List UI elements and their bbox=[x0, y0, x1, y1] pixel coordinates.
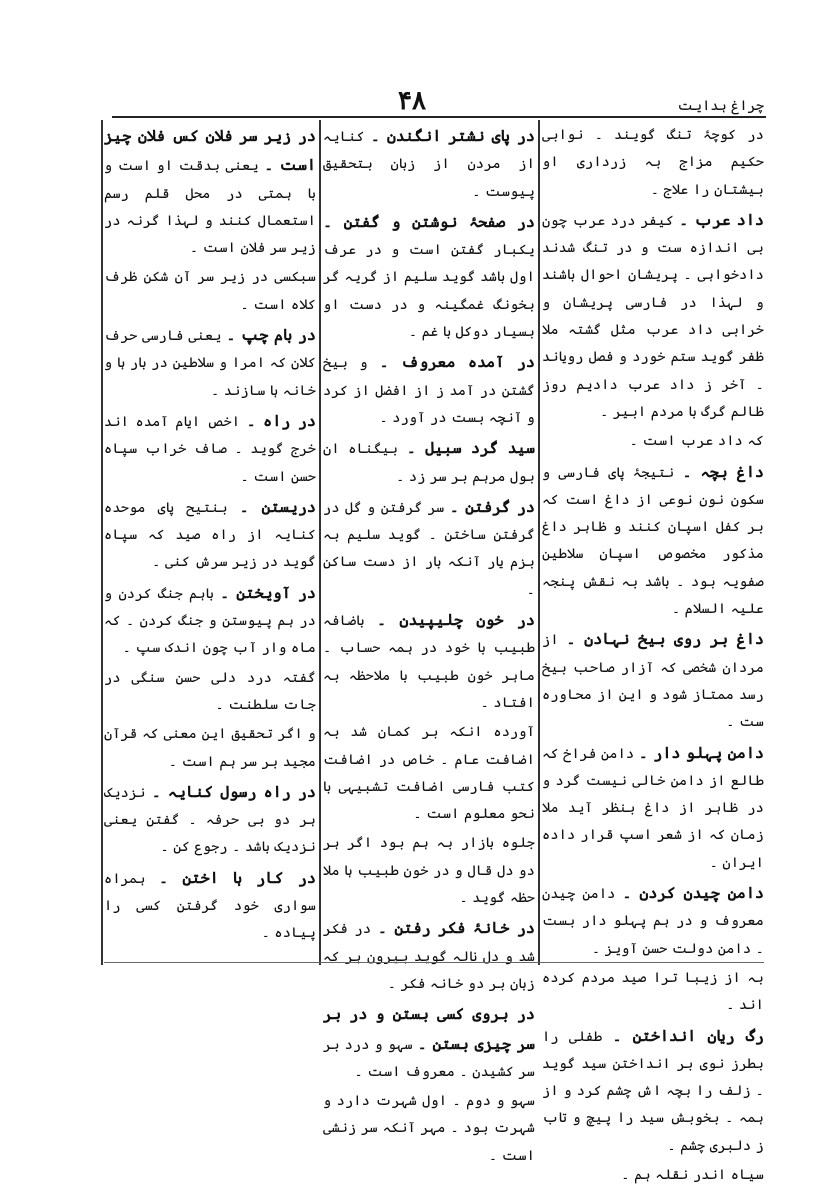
dictionary-entry bbox=[323, 719, 535, 828]
dictionary-entry bbox=[323, 830, 535, 912]
dictionary-entry bbox=[323, 1000, 535, 1086]
entry-text: در فکر شد و دل نالہ گوید بیرون ہر کہ زبان بر دو خانہ فکر ۔ bbox=[323, 921, 535, 992]
entry-headword: دامن پہلو دار ۔ bbox=[638, 742, 764, 762]
dictionary-entry bbox=[104, 122, 316, 262]
dictionary-entry bbox=[323, 348, 535, 432]
text-column-right bbox=[542, 122, 764, 1183]
page-number: ۴۸ bbox=[398, 86, 426, 116]
entry-text: سبکسی در زیر سر آن شکن ظرف کلاہ است ۔ bbox=[104, 269, 316, 313]
text-column-left bbox=[104, 122, 316, 962]
entry-headword: در خون چلیپیدن ۔ bbox=[377, 610, 535, 630]
entry-headword: رگ ریان انداختن ۔ bbox=[612, 1025, 764, 1045]
entry-text: کیفر درد عرب چون بی اندازہ ست و در تنگ شدند دادخواہی ۔ پریشان احوال باشند و لہذا در فارسی پریشان و خرابی داد عرب مثل گشتہ ملا ظفر گوید ستم خورد و فصل رویاند ۔ آخر ز داد عرب دادیم روز ظالم گرگ با مردم ابیر ۔ bbox=[542, 212, 764, 420]
entry-headword: سید گرد سبیل ۔ bbox=[406, 438, 536, 458]
entry-headword: در پای نشتر انگندن ۔ bbox=[370, 126, 535, 145]
entry-text: بہ از زیبا ترا صید مردم کردہ اند ۔ bbox=[542, 969, 764, 1014]
dictionary-entry bbox=[542, 1162, 764, 1189]
dictionary-entry bbox=[542, 206, 764, 426]
entry-headword: دریستن ۔ bbox=[239, 496, 316, 516]
running-title: چراغ ہدایت bbox=[677, 98, 764, 114]
text-column-middle bbox=[323, 122, 536, 1164]
entry-text: در کوچۂ تنگ گویند ۔ نوابی حکیم مزاج بہ زرداری او بیشتان را علاج ۔ bbox=[542, 127, 764, 198]
entry-text: دامن چیدن معروف و در ہم پہلو دار بست ۔ دامن دولت حسن آویز ۔ bbox=[542, 886, 764, 957]
dictionary-entry bbox=[542, 458, 764, 624]
entry-text: و اگر تحقیق این معنی کہ قرآن مجید بر سر ہم است ۔ bbox=[104, 726, 316, 770]
dictionary-entry bbox=[104, 864, 316, 948]
entry-text: نزدیک ہر دو بی حرفہ ۔ گفتن یعنی نزدیک باشد ۔ رجوع کن ۔ bbox=[104, 784, 316, 856]
dictionary-entry bbox=[542, 879, 764, 963]
column-divider bbox=[319, 120, 321, 965]
entry-text: بنتیح پای موحدہ کنایہ از راہ صید کہ سپاہ گوید در زیر سرش کنی ۔ bbox=[104, 499, 316, 571]
entry-text: بیگناہ ان بول مرہم بر سر زد ۔ bbox=[323, 441, 535, 485]
dictionary-entry bbox=[104, 407, 316, 491]
entry-text: سیاہ اندر نقلہ ہم ۔ bbox=[621, 1166, 764, 1183]
dictionary-entry bbox=[104, 264, 316, 319]
entry-text: یعنی بدقت او است و با ہمتی در محل قلم رسم استعمال کنند و لہذا گرنہ در زیر سر فلان است ۔ bbox=[104, 158, 316, 257]
dictionary-entry bbox=[104, 665, 316, 720]
entry-text: سہو و درد بر سر کشیدن ۔ معروف است ۔ bbox=[323, 1036, 535, 1080]
dictionary-entry bbox=[104, 721, 316, 776]
entry-headword: داد عرب ۔ bbox=[679, 209, 764, 229]
entry-text: یکبار گفتن است و در عرف اول باشد گوید سلیم از گریہ گر بخونگ غمگینہ و در دست او بسیار دوکل با غم ۔ bbox=[323, 242, 535, 341]
dictionary-entry bbox=[104, 321, 316, 405]
dictionary-entry bbox=[542, 739, 764, 877]
column-divider bbox=[101, 120, 103, 965]
dictionary-entry bbox=[542, 965, 764, 1020]
entry-text: جلوہ بازار بہ ہم بود اگر ہر دو دل قال و در خون طبیب ہا ملا حظہ گوید ۔ bbox=[323, 835, 535, 907]
entry-text: کہ داد عرب است ۔ bbox=[629, 433, 764, 450]
header-rule bbox=[112, 116, 766, 118]
entry-text: دامن فراخ کہ طالع از دامن خالی نیست گرد و در ظاہر از داغ بنظر آید ملا زمان کہ از شعر اسپ قرار داده ایران ۔ bbox=[542, 745, 764, 871]
entry-headword: در بام چپ ۔ bbox=[226, 325, 316, 345]
entry-headword: در آمدہ معروف ۔ bbox=[379, 352, 535, 372]
entry-text: گفتہ درد دلی حسن سنگی در جات سلطنت ۔ bbox=[104, 669, 316, 713]
entry-text: اخص ایام آمدہ اند خرج گوید ۔ صاف خراب سپاہ حسن است ۔ bbox=[104, 413, 316, 485]
dictionary-entry bbox=[542, 428, 764, 455]
entry-text: یعنی فارسی حرف کلان کہ امرا و سلاطین در بار ہا و خانہ ہا سازند ۔ bbox=[104, 328, 316, 399]
entry-headword: در صفحۂ نوشتن و گفتن ۔ bbox=[323, 211, 535, 231]
entry-text: کنایہ از مردن از زبان بتحقیق پیوست ۔ bbox=[323, 129, 535, 200]
entry-headword: داغ بر روی بیخ نہادن ۔ bbox=[566, 629, 764, 649]
dictionary-entry bbox=[104, 493, 316, 577]
dictionary-entry bbox=[323, 606, 535, 717]
entry-text: از مردان شخصی کہ آزار صاحب بیخ رسد ممتاز شود و این از محاورہ ست ۔ bbox=[542, 632, 764, 731]
entry-text: سر گرفتن و گل در گرفتن ساختن ۔ گوید سلیم بہ بزم یار آنکہ بار از دست ساکن ۔ bbox=[323, 499, 535, 598]
entry-text: سہو و دوم ۔ اول شہرت دارد و شہرت بود ۔ مہر آنکہ سر زنشی است ۔ bbox=[323, 1093, 535, 1164]
entry-text: و بیخ گشتن در آمد ز از افضل از کرد و آنچہ بست در آورد ۔ bbox=[323, 355, 535, 426]
entry-headword: در خانۂ فکر رفتن ۔ bbox=[377, 918, 535, 938]
entry-text: ہمراہ سواری خود گرفتن کسی را پیادہ ۔ bbox=[104, 870, 316, 942]
entry-headword: در بروی کسی بستن و در بر سر چیزی بستن ۔ bbox=[323, 1004, 535, 1053]
dictionary-entry bbox=[323, 122, 535, 206]
entry-text: طفلی را بطرز نوی بر انداختن سید گوید ۔ زلف را بچہ اش چشم کرد و از ہمہ ۔ بخوبش سید را پیچ و تاب ز دلبری چشم ۔ bbox=[542, 1028, 764, 1154]
dictionary-entry bbox=[542, 122, 764, 204]
entry-headword: دامن چیدن کردن ۔ bbox=[622, 883, 764, 903]
dictionary-entry bbox=[542, 1022, 764, 1160]
dictionary-entry bbox=[104, 579, 316, 663]
dictionary-entry bbox=[323, 493, 535, 604]
dictionary-entry bbox=[323, 434, 535, 491]
entry-headword: در گرفتن ۔ bbox=[449, 496, 535, 516]
column-divider bbox=[538, 120, 540, 965]
entry-text: نتیجۂ پای فارسی و سکون نون نوعی از داغ است کہ بر کفل اسپان کنند و ظاہر داغ مذکور مخصوص اسپان سلاطین صفویہ بود ۔ باشد بہ نقش پنجہ علیہ السلام ۔ bbox=[542, 464, 764, 618]
dictionary-entry bbox=[104, 778, 316, 862]
dictionary-entry bbox=[323, 1088, 535, 1170]
bottom-rule bbox=[104, 962, 764, 963]
entry-headword: در زیر سر فلان کس فلان چیز است ۔ bbox=[104, 126, 316, 175]
entry-headword: در راہ ۔ bbox=[246, 410, 316, 430]
entry-headword: در آویختن ۔ bbox=[220, 582, 316, 602]
dictionary-entry bbox=[323, 208, 535, 346]
entry-headword: داغ بچہ ۔ bbox=[682, 461, 764, 481]
entry-text: باہم جنگ کردن و در ہم پیوستن و جنگ کردن ۔ کہ ماہ وار آب چون اندک سپ ۔ bbox=[104, 585, 316, 657]
dictionary-entry bbox=[323, 914, 535, 998]
entry-headword: در راہ رسول کنایہ ۔ bbox=[151, 781, 316, 801]
dictionary-entry bbox=[542, 625, 764, 736]
entry-headword: در کار ہا اختن ۔ bbox=[158, 867, 316, 887]
entry-text: باضافہ طبیب با خود در ہمہ حساب ۔ ماہر خون طبیب با ملاحظہ بہ افتاد ۔ bbox=[323, 613, 535, 711]
entry-text: آوردہ انکہ بر کمان شد بہ اضافت عام ۔ خاص در اضافت کتب فارسی اضافت تشبیہی با نحو معلوم است ۔ bbox=[323, 724, 535, 823]
